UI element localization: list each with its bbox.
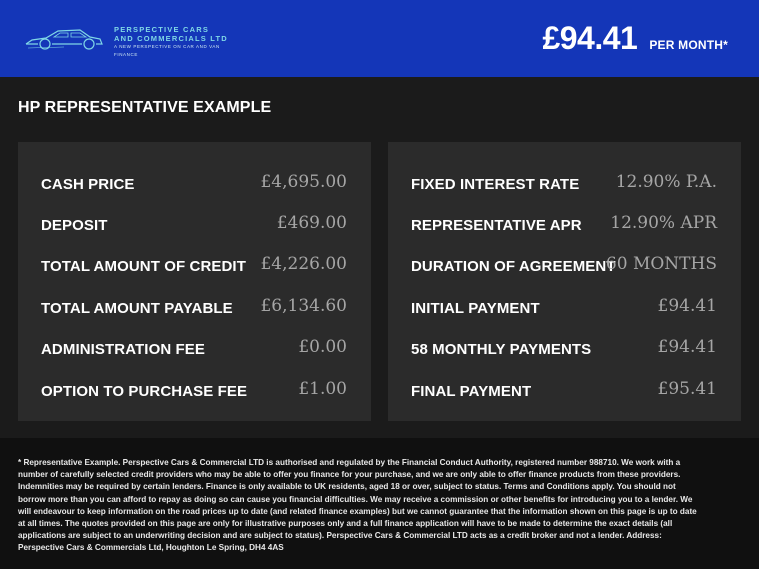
- finance-row: [18, 292, 371, 322]
- finance-row: [388, 168, 741, 198]
- row-label: 58 MONTHLY PAYMENTS: [411, 341, 592, 358]
- logo-line-2: AND COMMERCIALS LTD: [114, 34, 228, 43]
- row-value: £95.41: [657, 379, 717, 399]
- row-value: 12.90% APR: [610, 213, 717, 233]
- row-label: ADMINISTRATION FEE: [41, 341, 206, 358]
- row-value: £94.41: [657, 296, 717, 316]
- monthly-price: [542, 20, 728, 60]
- finance-row: [18, 250, 371, 280]
- row-label: REPRESENTATIVE APR: [411, 217, 582, 234]
- row-label: DEPOSIT: [41, 217, 108, 234]
- row-value: £469.00: [276, 213, 347, 233]
- car-outline-icon: [24, 26, 104, 52]
- header-banner: [0, 0, 759, 77]
- finance-row: [18, 375, 371, 405]
- finance-row: [388, 333, 741, 363]
- finance-row: [388, 209, 741, 239]
- finance-panel-left: [18, 142, 371, 421]
- row-label: TOTAL AMOUNT OF CREDIT: [41, 258, 246, 275]
- finance-row: [388, 292, 741, 322]
- row-label: FIXED INTEREST RATE: [411, 176, 580, 193]
- finance-row: [388, 250, 741, 280]
- disclaimer-section: [0, 438, 759, 569]
- finance-row: [18, 168, 371, 198]
- row-value: £6,134.60: [260, 296, 347, 316]
- row-value: £1.00: [298, 379, 347, 399]
- row-value: £4,226.00: [260, 254, 347, 274]
- row-label: CASH PRICE: [41, 176, 135, 193]
- row-value: 60 MONTHS: [605, 254, 717, 274]
- row-label: OPTION TO PURCHASE FEE: [41, 383, 248, 400]
- row-value: £94.41: [657, 337, 717, 357]
- company-logo[interactable]: [24, 22, 244, 56]
- row-value: £0.00: [298, 337, 347, 357]
- row-value: 12.90% P.A.: [615, 172, 717, 192]
- logo-line-1: PERSPECTIVE CARS: [114, 25, 210, 34]
- finance-row: [388, 375, 741, 405]
- logo-tagline: A NEW PERSPECTIVE ON CAR AND VAN FINANCE: [114, 44, 220, 57]
- price-value: £94.41: [542, 20, 638, 56]
- disclaimer-text: * Representative Example. Perspective Cars & Commercial LTD is authorised and regulated by the Financial Conduct Authority, registered number 988710. We work with a number of carefully selected credit providers who may be able to offer you finance for your purchase, and we are only able to offer finance products from these providers. Indemnities may be required by certain lenders. Finance is only available to UK residents, aged 18 or over, subject to status. Terms and Conditions apply. You should not borrow more than you can afford to repay as doing so can cause you financial difficulties. We may receive a commission or other benefits for introducing you to a lender. We will endeavour to keep information on the road prices up to date (and related finance examples) but we cannot guarantee that the information shown on this page is up to date at all times. The quotes provided on this page are only for illustrative purposes only and a full finance application will have to be made to determine the exact details (all applications are subject to an underwriting decision and are subject to status). Perspective Cars & Commercial LTD acts as a credit broker and not a lender. Address: Perspective Cars & Commercials Ltd, Houghton Le Spring, DH4 4AS: [18, 458, 697, 553]
- finance-panel-right: [388, 142, 741, 421]
- row-label: INITIAL PAYMENT: [411, 300, 540, 317]
- finance-row: [18, 209, 371, 239]
- finance-row: [18, 333, 371, 363]
- row-label: DURATION OF AGREEMENT: [411, 258, 616, 275]
- row-label: FINAL PAYMENT: [411, 383, 532, 400]
- row-value: £4,695.00: [260, 172, 347, 192]
- per-month-label: PER MONTH*: [649, 38, 728, 52]
- section-title: HP REPRESENTATIVE EXAMPLE: [18, 99, 272, 116]
- row-label: TOTAL AMOUNT PAYABLE: [41, 300, 233, 317]
